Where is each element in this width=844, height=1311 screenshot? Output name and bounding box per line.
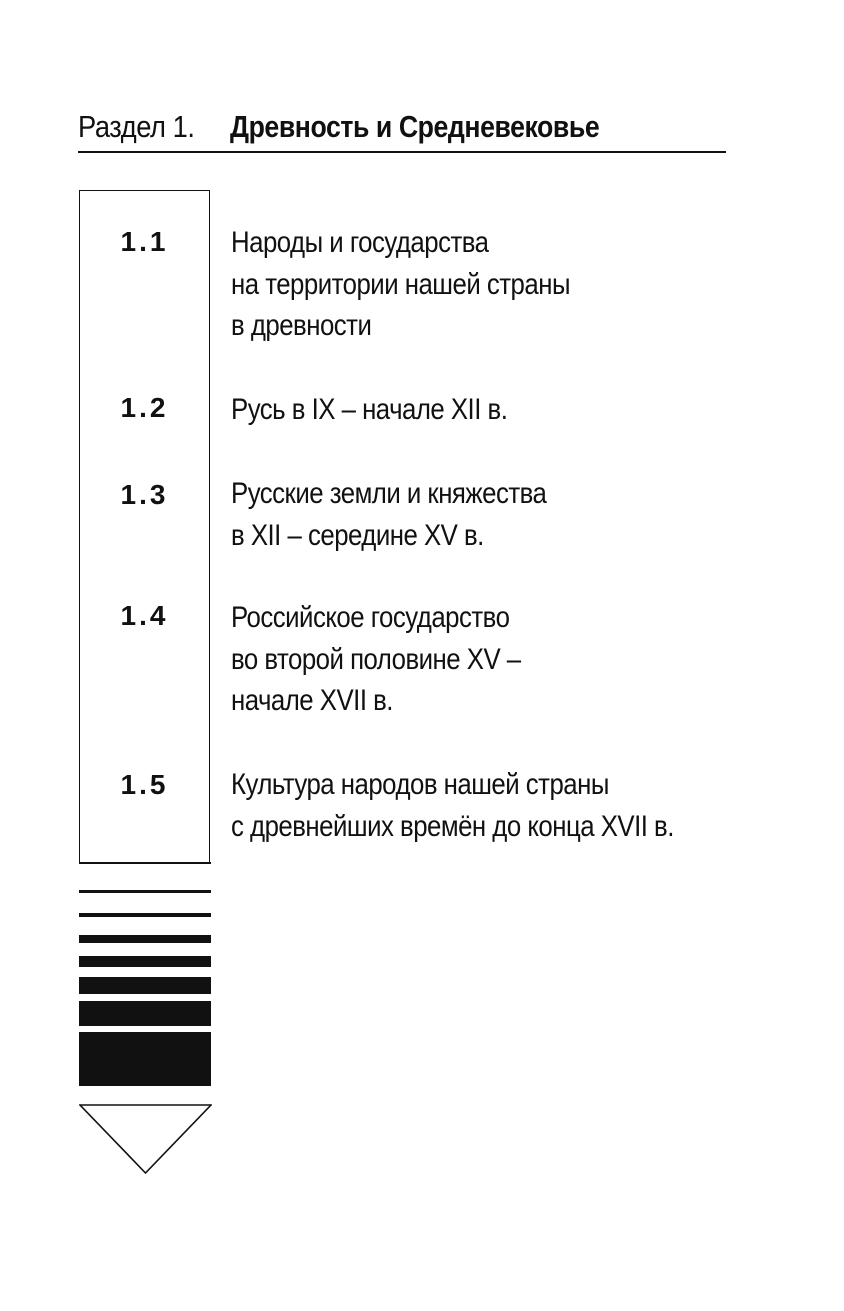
stripe bbox=[79, 913, 211, 917]
stripe bbox=[79, 1001, 211, 1026]
section-number-1-4: 1.4 bbox=[120, 600, 169, 631]
section-line: Российское государство bbox=[231, 601, 510, 634]
timeline-column bbox=[79, 190, 210, 862]
section-title-1-2 bbox=[231, 389, 678, 431]
timeline-stripes bbox=[79, 862, 211, 1086]
section-line: на территории нашей страны bbox=[231, 267, 570, 301]
section-title: Древность и Средневековье bbox=[230, 109, 600, 144]
header-rule bbox=[78, 151, 726, 153]
section-line: в древности bbox=[231, 309, 372, 342]
section-line: во второй половине XV – bbox=[231, 642, 521, 676]
section-line: начале XVII в. bbox=[231, 684, 393, 717]
stripe bbox=[79, 862, 211, 864]
down-arrow-icon bbox=[79, 1103, 212, 1175]
section-number-1-1: 1.1 bbox=[120, 226, 169, 257]
stripe bbox=[79, 956, 211, 967]
stripe bbox=[79, 935, 211, 943]
section-header bbox=[78, 106, 726, 148]
section-title-1-5 bbox=[231, 764, 678, 847]
section-number-1-2: 1.2 bbox=[120, 392, 169, 423]
section-number-1-5: 1.5 bbox=[120, 769, 169, 800]
stripe bbox=[79, 977, 211, 994]
stripe bbox=[79, 890, 211, 893]
section-line: Русские земли и княжества bbox=[231, 477, 547, 510]
section-title-1-3 bbox=[231, 473, 678, 556]
section-line: Культура народов нашей страны bbox=[231, 768, 609, 801]
section-label: Раздел 1. bbox=[78, 109, 195, 144]
section-title-1-1 bbox=[231, 222, 678, 347]
section-line: Народы и государства bbox=[231, 226, 489, 259]
stripe bbox=[79, 1032, 211, 1086]
section-line: в XII – середине XV в. bbox=[231, 518, 484, 552]
section-title-1-4 bbox=[231, 597, 678, 722]
section-line: Русь в IX – начале XII в. bbox=[231, 393, 508, 426]
section-number-1-3: 1.3 bbox=[120, 479, 169, 510]
section-line: с древнейших времён до конца XVII в. bbox=[231, 809, 674, 843]
